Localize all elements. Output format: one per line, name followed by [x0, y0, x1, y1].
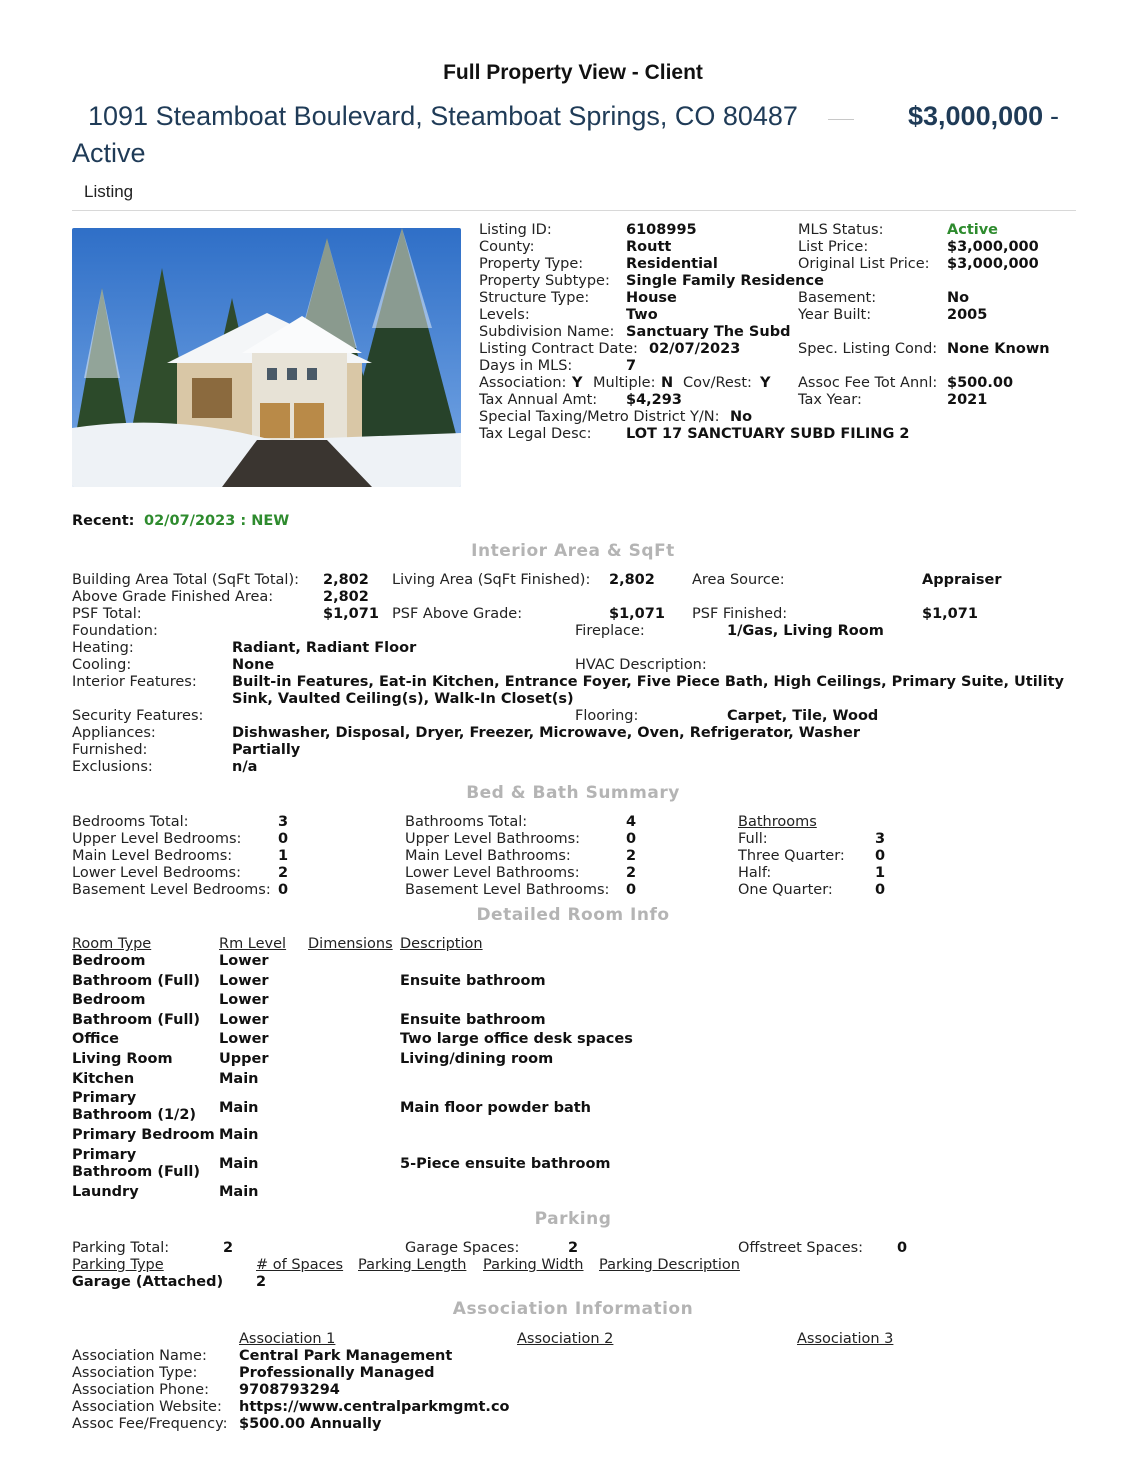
tax-value: $4,293: [626, 392, 682, 408]
section-interior: Interior Area & SqFt: [471, 541, 675, 561]
living-label: Living Area (SqFt Finished):: [392, 572, 591, 588]
bat-value: 2,802: [323, 572, 369, 588]
tax-legal-value: LOT 17 SANCTUARY SUBD FILING 2: [626, 426, 910, 442]
bathrooms-total-label: Bathrooms Total:: [405, 814, 528, 830]
hvac-label: HVAC Description:: [575, 657, 707, 673]
association-2-header: Association 2: [517, 1331, 614, 1347]
full-bath-label: Full:: [738, 831, 768, 847]
association-name-label: Association Name:: [72, 1348, 207, 1364]
tax-year-label: Tax Year:: [798, 392, 862, 408]
room-level-header: Rm Level: [219, 936, 287, 952]
listing-status: Active: [72, 138, 146, 168]
bathrooms-total-value: 4: [626, 814, 637, 830]
features-label: Interior Features:: [72, 674, 197, 690]
main-bedrooms-value: 1: [278, 848, 289, 864]
association-phone-value: 9708793294: [239, 1382, 340, 1398]
levels-value: Two: [626, 307, 658, 323]
mls-status-value: Active: [947, 222, 999, 238]
half-bath-value: 1: [875, 865, 886, 881]
room-type: Primary: [72, 1090, 137, 1106]
address-divider: [828, 119, 854, 120]
assoc-fee-label: Assoc Fee Tot Annl:: [798, 375, 938, 391]
upper-bedrooms-label: Upper Level Bedrooms:: [72, 831, 242, 847]
special-taxing-value: No: [730, 409, 753, 425]
upper-bathrooms-label: Upper Level Bathrooms:: [405, 831, 581, 847]
property-type-label: Property Type:: [479, 256, 584, 272]
appliances-value: Dishwasher, Disposal, Dryer, Freezer, Microwave, Oven, Refrigerator, Washer: [232, 725, 860, 741]
room-level: Lower: [219, 992, 269, 1008]
above-label: Above Grade Finished Area:: [72, 589, 274, 605]
association-flag-label: Association:: [479, 375, 567, 391]
room-description: Main floor powder bath: [400, 1100, 591, 1116]
property-subtype-value: Single Family Residence: [626, 273, 824, 289]
room-type: Bathroom (Full): [72, 1012, 201, 1028]
property-photo: [72, 228, 461, 487]
days-value: 7: [626, 358, 637, 374]
room-level: Lower: [219, 1031, 269, 1047]
exclusions-label: Exclusions:: [72, 759, 153, 775]
psf-finished-label: PSF Finished:: [692, 606, 788, 622]
tax-year-value: 2021: [947, 392, 988, 408]
mls-status-label: MLS Status:: [798, 222, 884, 238]
association-website-label: Association Website:: [72, 1399, 222, 1415]
covrest-label: Cov/Rest:: [683, 375, 752, 391]
main-bathrooms-label: Main Level Bathrooms:: [405, 848, 571, 864]
upper-bedrooms-value: 0: [278, 831, 289, 847]
section-association: Association Information: [452, 1299, 694, 1319]
year-built-value: 2005: [947, 307, 988, 323]
security-label: Security Features:: [72, 708, 204, 724]
above-value: 2,802: [323, 589, 369, 605]
parking-length-header: Parking Length: [358, 1257, 467, 1273]
room-type: Primary Bedroom: [72, 1127, 215, 1143]
association-name-value: Central Park Management: [239, 1348, 453, 1364]
room-level: Main: [219, 1071, 259, 1087]
garage-spaces-value: 2: [568, 1240, 579, 1256]
room-type: Bedroom: [72, 992, 146, 1008]
section-rooms: Detailed Room Info: [476, 905, 670, 925]
county-label: County:: [479, 239, 535, 255]
room-level: Main: [219, 1184, 259, 1200]
structure-type-value: House: [626, 290, 677, 306]
parking-total-label: Parking Total:: [72, 1240, 170, 1256]
one-quarter-label: One Quarter:: [738, 882, 833, 898]
room-level: Upper: [219, 1051, 269, 1067]
room-description: 5-Piece ensuite bathroom: [400, 1156, 611, 1172]
room-level: Lower: [219, 973, 269, 989]
tab-listing[interactable]: Listing: [84, 182, 134, 201]
contract-date-label: Listing Contract Date:: [479, 341, 638, 357]
property-address: 1091 Steamboat Boulevard, Steamboat Springs, CO 80487: [88, 101, 798, 131]
room-type: Bathroom (Full): [72, 973, 201, 989]
room-type: Kitchen: [72, 1071, 135, 1087]
covrest-value: Y: [760, 375, 771, 391]
room-description: Two large office desk spaces: [400, 1031, 633, 1047]
association-type-label: Association Type:: [72, 1365, 198, 1381]
bathrooms-header: Bathrooms: [738, 814, 817, 830]
parking-type-header: Parking Type: [72, 1257, 164, 1273]
association-type-value: Professionally Managed: [239, 1365, 435, 1381]
assoc-fee-frequency-value: $500.00 Annually: [239, 1416, 382, 1432]
furnished-label: Furnished:: [72, 742, 148, 758]
section-bedbath: Bed & Bath Summary: [466, 783, 680, 803]
property-type-value: Residential: [626, 256, 718, 272]
tax-legal-label: Tax Legal Desc:: [479, 426, 592, 442]
fireplace-label: Fireplace:: [575, 623, 645, 639]
tax-label: Tax Annual Amt:: [479, 392, 598, 408]
listing-id-label: Listing ID:: [479, 222, 552, 238]
room-type-header: Room Type: [72, 936, 152, 952]
list-price-value: $3,000,000: [947, 239, 1039, 255]
list-price-label: List Price:: [798, 239, 869, 255]
parking-spaces-value: 2: [256, 1274, 267, 1290]
heating-value: Radiant, Radiant Floor: [232, 640, 417, 656]
property-subtype-label: Property Subtype:: [479, 273, 610, 289]
association-phone-label: Association Phone:: [72, 1382, 209, 1398]
room-level: Main: [219, 1100, 259, 1116]
lower-bathrooms-label: Lower Level Bathrooms:: [405, 865, 580, 881]
room-type: Office: [72, 1031, 119, 1047]
half-bath-label: Half:: [738, 865, 772, 881]
spec-cond-value: None Known: [947, 341, 1050, 357]
one-quarter-value: 0: [875, 882, 886, 898]
area-source-value: Appraiser: [922, 572, 1002, 588]
contract-date-value: 02/07/2023: [649, 341, 741, 357]
association-3-header: Association 3: [797, 1331, 894, 1347]
county-value: Routt: [626, 239, 672, 255]
area-source-label: Area Source:: [692, 572, 785, 588]
association-flag-value: Y: [572, 375, 583, 391]
three-quarter-value: 0: [875, 848, 886, 864]
heating-label: Heating:: [72, 640, 134, 656]
multiple-label: Multiple:: [593, 375, 656, 391]
bedrooms-total-label: Bedrooms Total:: [72, 814, 189, 830]
year-built-label: Year Built:: [798, 307, 872, 323]
offstreet-spaces-value: 0: [897, 1240, 908, 1256]
living-value: 2,802: [609, 572, 655, 588]
subdivision-value: Sanctuary The Subd: [626, 324, 791, 340]
psf-above-value: $1,071: [609, 606, 665, 622]
price-suffix: -: [1050, 101, 1059, 131]
recent-label: Recent:: [72, 513, 135, 529]
features-value-line2: Sink, Vaulted Ceiling(s), Walk-In Closet(s): [232, 691, 574, 707]
assoc-fee-frequency-label: Assoc Fee/Frequency:: [72, 1416, 228, 1432]
psf-total-label: PSF Total:: [72, 606, 142, 622]
structure-type-label: Structure Type:: [479, 290, 590, 306]
full-bath-value: 3: [875, 831, 886, 847]
room-type-line2: Bathroom (1/2): [72, 1107, 197, 1123]
parking-type-value: Garage (Attached): [72, 1274, 224, 1290]
three-quarter-label: Three Quarter:: [738, 848, 845, 864]
cooling-label: Cooling:: [72, 657, 132, 673]
psf-total-value: $1,071: [323, 606, 379, 622]
room-level: Main: [219, 1156, 259, 1172]
psf-finished-value: $1,071: [922, 606, 978, 622]
room-type: Bedroom: [72, 953, 146, 969]
room-level: Lower: [219, 1012, 269, 1028]
offstreet-spaces-label: Offstreet Spaces:: [738, 1240, 864, 1256]
basement-label: Basement:: [798, 290, 877, 306]
room-description: Living/dining room: [400, 1051, 554, 1067]
main-bedrooms-label: Main Level Bedrooms:: [72, 848, 233, 864]
room-type-line2: Bathroom (Full): [72, 1164, 201, 1180]
days-label: Days in MLS:: [479, 358, 573, 374]
header-price: $3,000,000: [908, 101, 1044, 131]
lower-bedrooms-label: Lower Level Bedrooms:: [72, 865, 241, 881]
spec-cond-label: Spec. Listing Cond:: [798, 341, 938, 357]
features-value-line1: Built-in Features, Eat-in Kitchen, Entrance Foyer, Five Piece Bath, High Ceilings, Primary Suite, Utility: [232, 674, 1065, 690]
header-divider: [72, 210, 1076, 211]
section-parking: Parking: [534, 1209, 612, 1229]
parking-width-header: Parking Width: [483, 1257, 584, 1273]
furnished-value: Partially: [232, 742, 301, 758]
parking-description-header: Parking Description: [599, 1257, 740, 1273]
bat-label: Building Area Total (SqFt Total):: [72, 572, 299, 588]
room-level: Lower: [219, 953, 269, 969]
parking-spaces-header: # of Spaces: [256, 1257, 344, 1273]
special-taxing-label: Special Taxing/Metro District Y/N:: [479, 409, 720, 425]
foundation-label: Foundation:: [72, 623, 158, 639]
room-description: Ensuite bathroom: [400, 973, 546, 989]
lower-bedrooms-value: 2: [278, 865, 289, 881]
listing-id-value: 6108995: [626, 222, 697, 238]
main-bathrooms-value: 2: [626, 848, 637, 864]
subdivision-label: Subdivision Name:: [479, 324, 615, 340]
room-dimensions-header: Dimensions: [308, 936, 393, 952]
room-level: Main: [219, 1127, 259, 1143]
room-type: Primary: [72, 1147, 137, 1163]
multiple-value: N: [661, 375, 674, 391]
association-website-link[interactable]: https://www.centralparkmgmt.co: [239, 1399, 510, 1415]
psf-above-label: PSF Above Grade:: [392, 606, 523, 622]
basement-bathrooms-value: 0: [626, 882, 637, 898]
cooling-value: None: [232, 657, 275, 673]
basement-bedrooms-value: 0: [278, 882, 289, 898]
flooring-value: Carpet, Tile, Wood: [727, 708, 879, 724]
orig-price-label: Original List Price:: [798, 256, 930, 272]
association-1-header: Association 1: [239, 1331, 336, 1347]
levels-label: Levels:: [479, 307, 530, 323]
room-type: Laundry: [72, 1184, 139, 1200]
room-description-header: Description: [400, 936, 483, 952]
orig-price-value: $3,000,000: [947, 256, 1039, 272]
recent-value: 02/07/2023 : NEW: [144, 513, 290, 529]
basement-bathrooms-label: Basement Level Bathrooms:: [405, 882, 610, 898]
garage-spaces-label: Garage Spaces:: [405, 1240, 520, 1256]
basement-bedrooms-label: Basement Level Bedrooms:: [72, 882, 271, 898]
fireplace-value: 1/Gas, Living Room: [727, 623, 884, 639]
basement-value: No: [947, 290, 970, 306]
exclusions-value: n/a: [232, 759, 258, 775]
room-description: Ensuite bathroom: [400, 1012, 546, 1028]
upper-bathrooms-value: 0: [626, 831, 637, 847]
flooring-label: Flooring:: [575, 708, 639, 724]
parking-total-value: 2: [223, 1240, 234, 1256]
appliances-label: Appliances:: [72, 725, 156, 741]
page-title: Full Property View - Client: [443, 61, 703, 84]
bedrooms-total-value: 3: [278, 814, 289, 830]
lower-bathrooms-value: 2: [626, 865, 637, 881]
assoc-fee-value: $500.00: [947, 375, 1014, 391]
room-type: Living Room: [72, 1051, 173, 1067]
